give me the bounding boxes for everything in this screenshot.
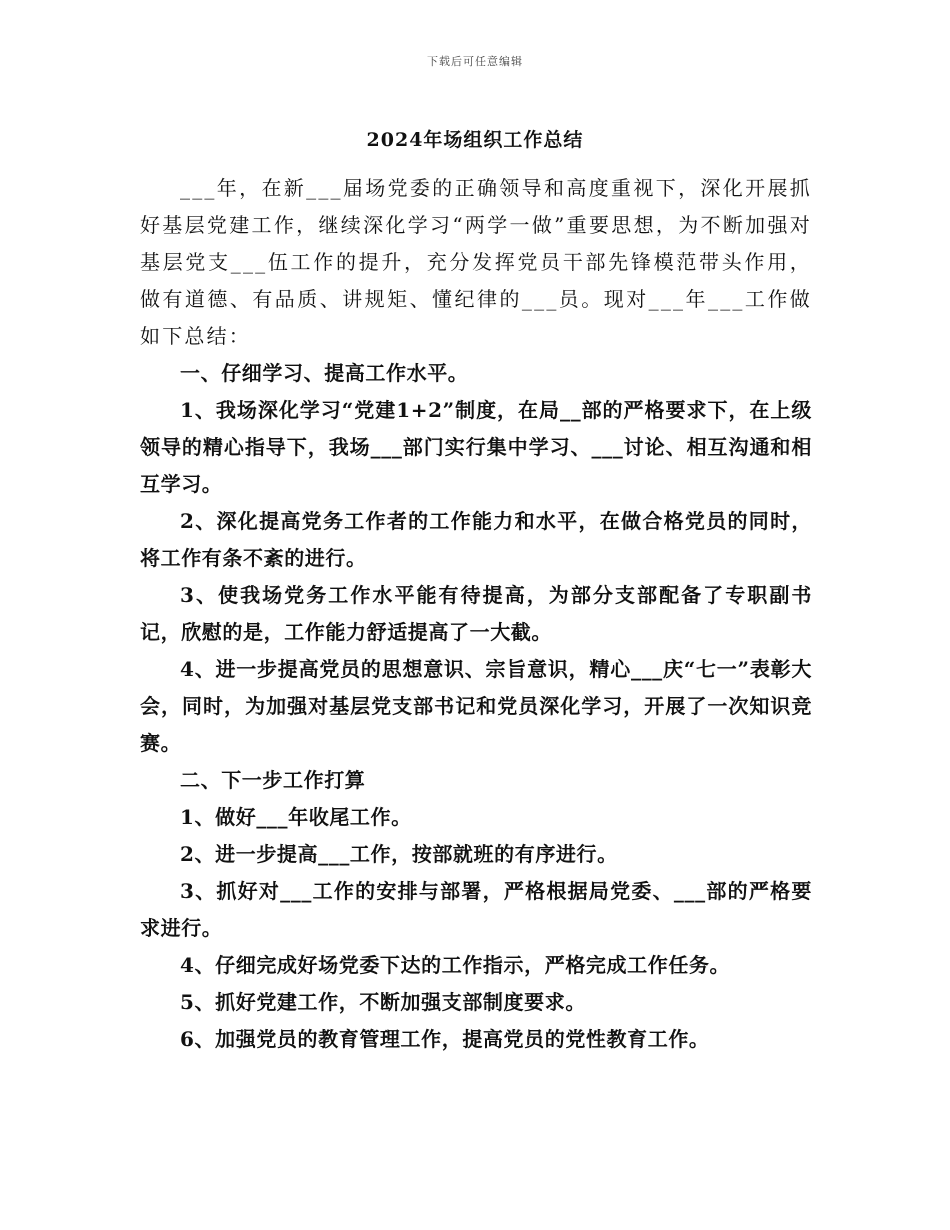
paragraph-2-5: 5、抓好党建工作，不断加强支部制度要求。 — [180, 990, 586, 1014]
document-body — [140, 170, 812, 1058]
paragraph-2-2: 2、进一步提高___工作，按部就班的有序进行。 — [180, 842, 618, 866]
paragraph-2-3: 3、抓好对___工作的安排与部署，严格根据局党委、___部的严格要求进行。 — [140, 879, 812, 940]
paragraph-2-4: 4、仔细完成好场党委下达的工作指示，严格完成工作任务。 — [180, 953, 731, 977]
paragraph-2-1: 1、做好___年收尾工作。 — [180, 805, 412, 829]
section-heading-2: 二、下一步工作打算 — [180, 768, 366, 792]
paragraph-1-4: 4、进一步提高党员的思想意识、宗旨意识，精心___庆“七一”表彰大会，同时，为加强对基层党支部书记和党员深化学习，开展了一次知识竞赛。 — [140, 657, 812, 755]
page-header-note: 下载后可任意编辑 — [427, 55, 523, 68]
paragraph-1-1: 1、我场深化学习“党建1+2”制度，在局__部的严格要求下，在上级领导的精心指导下，我场___部门实行集中学习、___讨论、相互沟通和相互学习。 — [140, 398, 812, 496]
paragraph-1-2: 2、深化提高党务工作者的工作能力和水平，在做合格党员的同时，将工作有条不紊的进行。 — [140, 509, 812, 570]
document-title: 2024年场组织工作总结 — [366, 129, 584, 151]
paragraph-1-3: 3、使我场党务工作水平能有待提高，为部分支部配备了专职副书记，欣慰的是，工作能力舒适提高了一大截。 — [140, 583, 812, 644]
intro-paragraph: ___年，在新___届场党委的正确领导和高度重视下，深化开展抓好基层党建工作，继续深化学习“两学一做”重要思想，为不断加强对基层党支___伍工作的提升，充分发挥党员干部先锋模范带头作用，做有道德、有品质、讲规矩、懂纪律的___员。现对___年___工作做如下总结： — [140, 176, 812, 348]
section-heading-1: 一、仔细学习、提高工作水平。 — [180, 361, 469, 385]
paragraph-2-6: 6、加强党员的教育管理工作，提高党员的党性教育工作。 — [180, 1027, 710, 1051]
